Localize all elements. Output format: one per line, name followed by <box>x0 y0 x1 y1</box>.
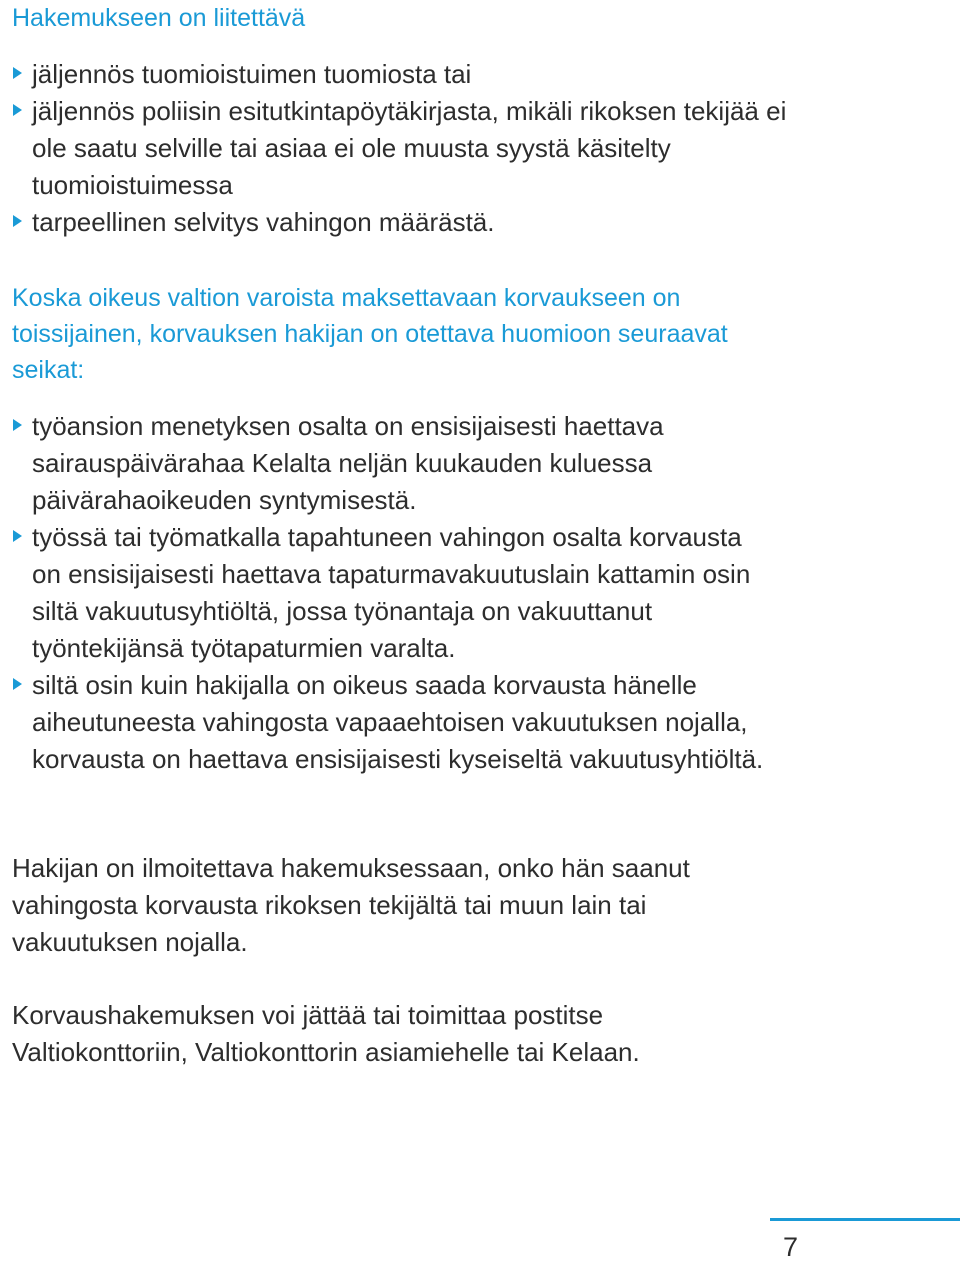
list-item-text: tarpeellinen selvitys vahingon määrästä. <box>32 207 495 237</box>
list-item <box>12 56 812 93</box>
page-number: 7 <box>783 1232 799 1262</box>
list-item <box>12 408 757 519</box>
list-item <box>12 519 772 667</box>
notice-paragraph: Hakijan on ilmoitettava hakemuksessaan, onko hän saanut vahingosta korvausta rikoksen tekijältä tai muun lain tai vakuutuksen nojalla. <box>12 853 690 957</box>
triangle-bullet-icon <box>13 67 22 79</box>
lead-paragraph: Koska oikeus valtion varoista maksettavaan korvaukseen on toissijainen, korvauksen hakijan on otettava huomioon seuraavat seikat: <box>12 284 728 384</box>
list-item-text: työssä tai työmatkalla tapahtuneen vahingon osalta korvausta on ensisijaisesti haettava tapaturmavakuutuslain kattamin osin siltä vakuutusyhtiöltä, jossa työnantaja on vakuuttanut työntekijänsä työtapaturmien varalta. <box>32 522 751 663</box>
list-item <box>12 667 772 778</box>
attachments-list <box>12 56 812 241</box>
triangle-bullet-icon <box>13 215 22 227</box>
triangle-bullet-icon <box>13 419 22 431</box>
list-item <box>12 204 812 241</box>
section-heading: Hakemukseen on liitettävä <box>12 4 306 32</box>
list-item-text: jäljennös tuomioistuimen tuomiosta tai <box>32 59 472 89</box>
triangle-bullet-icon <box>13 104 22 116</box>
list-item <box>12 93 792 204</box>
triangle-bullet-icon <box>13 530 22 542</box>
considerations-list <box>12 408 782 778</box>
list-item-text: siltä osin kuin hakijalla on oikeus saada korvausta hänelle aiheutuneesta vahingosta vapaaehtoisen vakuutuksen nojalla, korvausta on haettava ensisijaisesti kyseiseltä vakuutusyhtiöltä. <box>32 670 764 774</box>
list-item-text: jäljennös poliisin esitutkintapöytäkirjasta, mikäli rikoksen tekijää ei ole saatu selville tai asiaa ei ole muusta syystä käsitelty tuomioistuimessa <box>32 96 787 200</box>
submission-paragraph: Korvaushakemuksen voi jättää tai toimittaa postitse Valtiokonttoriin, Valtiokonttorin asiamiehelle tai Kelaan. <box>12 1000 640 1067</box>
triangle-bullet-icon <box>13 678 22 690</box>
list-item-text: työansion menetyksen osalta on ensisijaisesti haettava sairauspäivärahaa Kelalta neljän kuukauden kuluessa päivärahaoikeuden syntymisestä. <box>32 411 664 515</box>
footer-rule <box>770 1218 960 1221</box>
